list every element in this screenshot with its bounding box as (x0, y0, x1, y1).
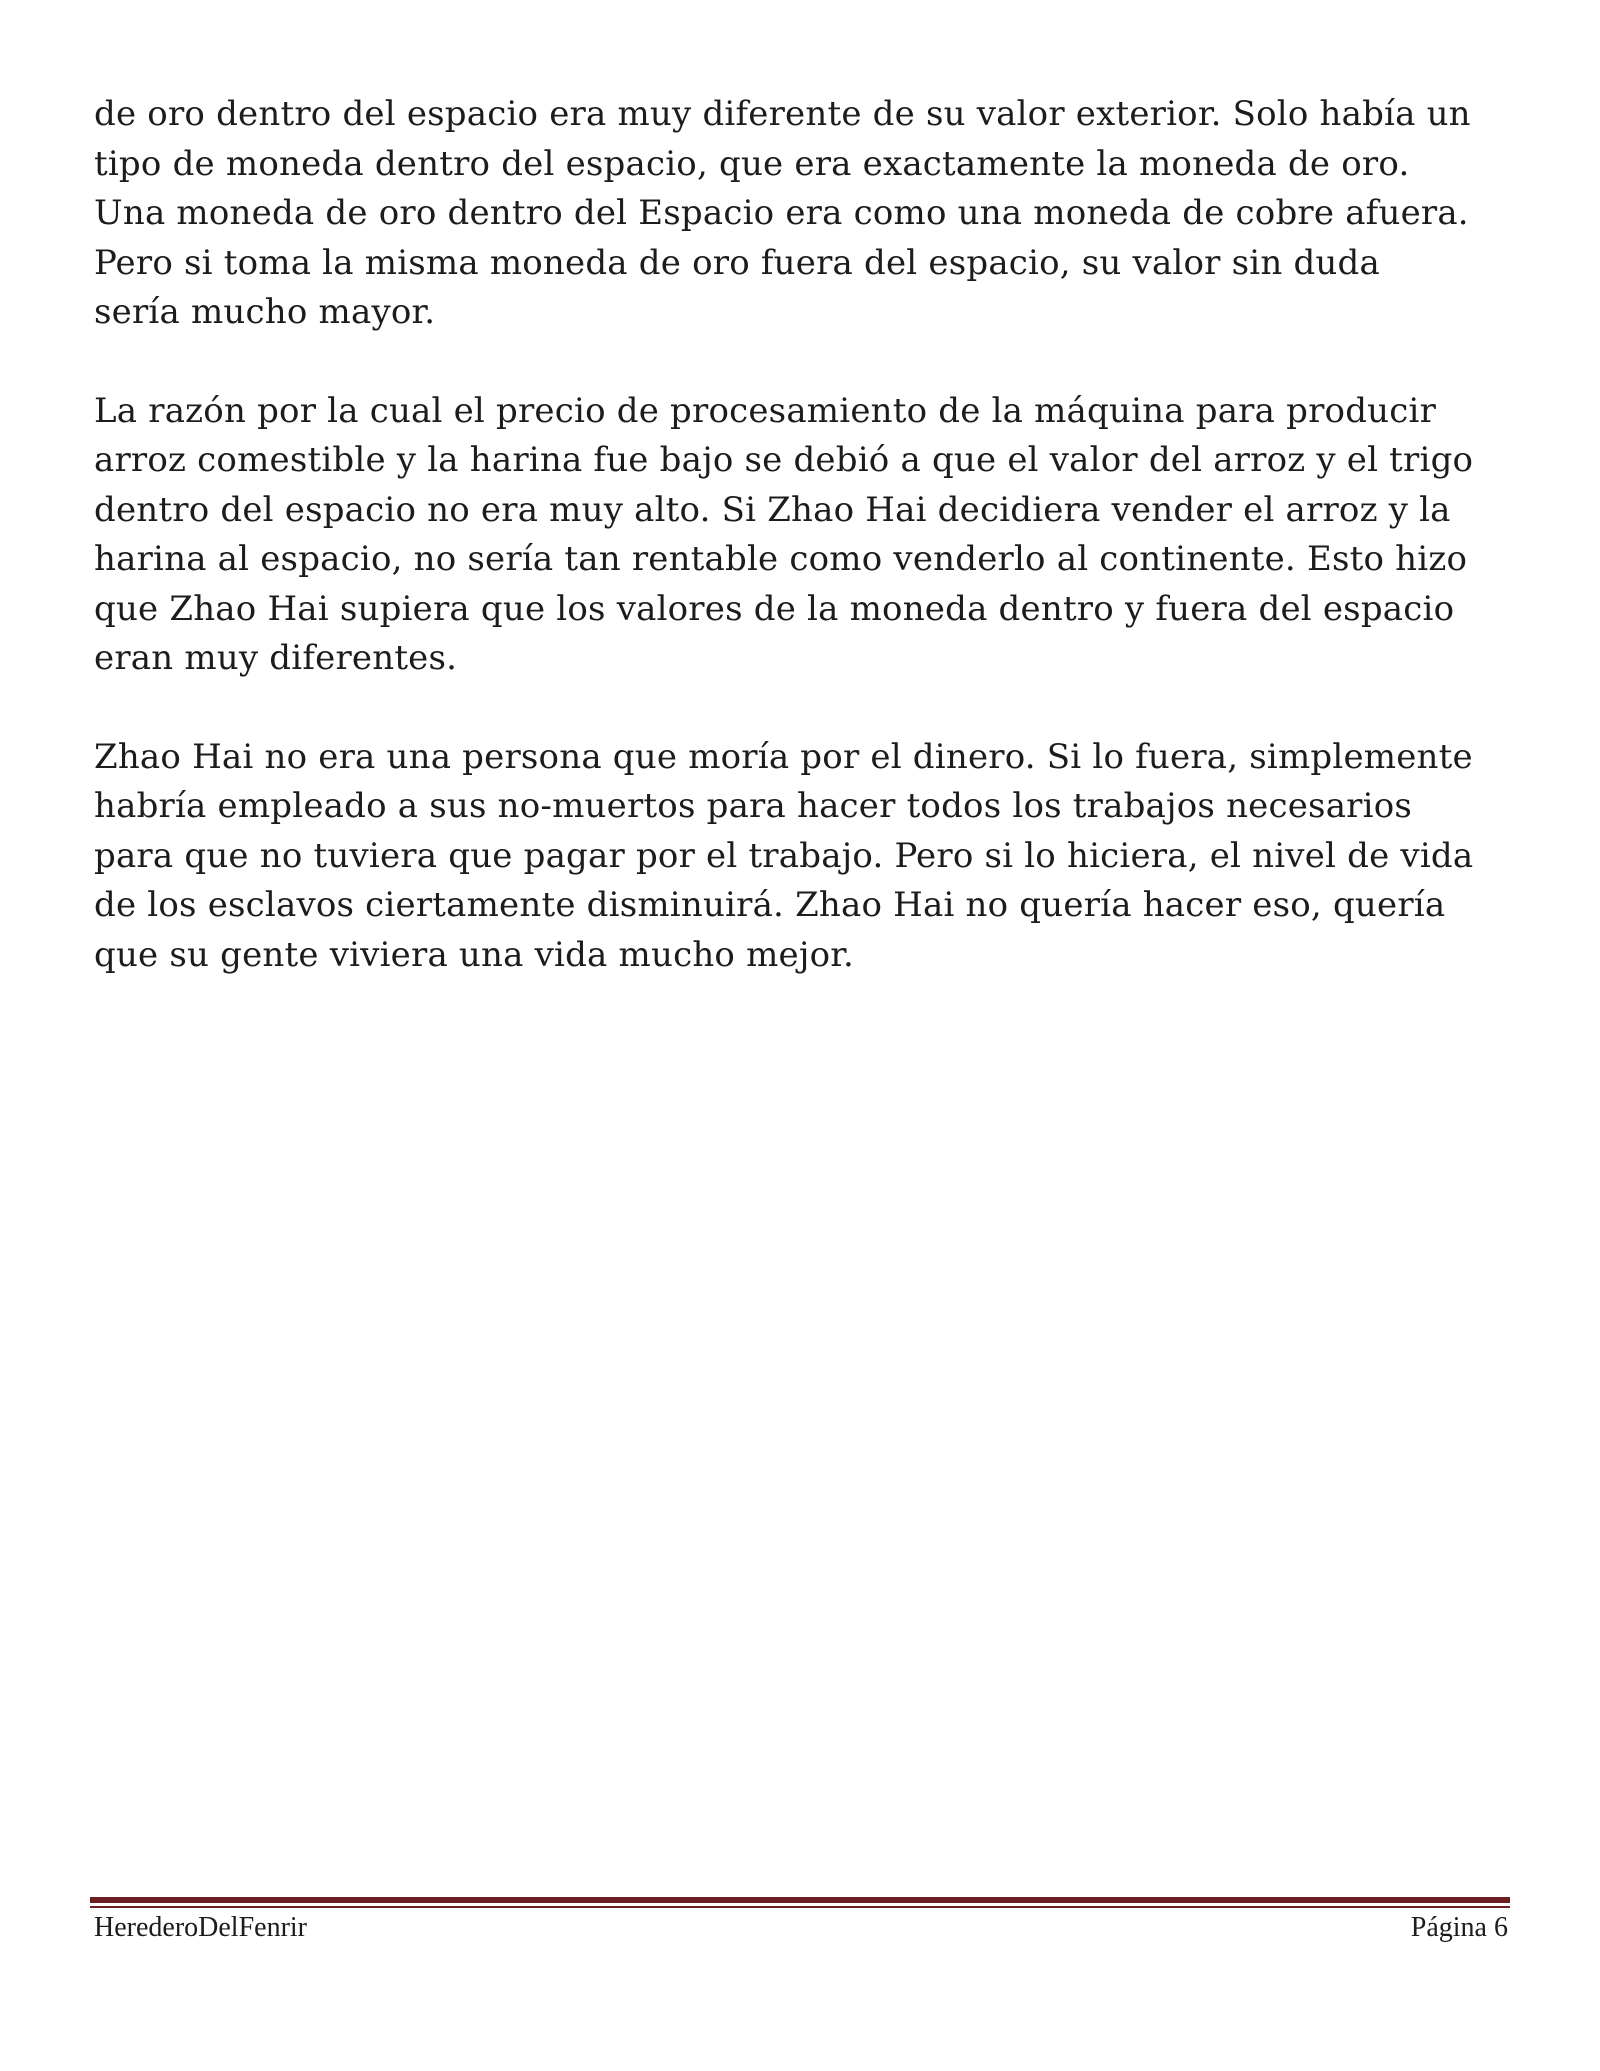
document-body (94, 90, 1514, 1029)
paragraph-1: de oro dentro del espacio era muy diferente de su valor exterior. Solo había un tipo de moneda dentro del espacio, que era exactamente la moneda de oro. Una moneda de oro dentro del Espacio era como una moneda de cobre afuera. Pero si toma la misma moneda de oro fuera del espacio, su valor sin duda sería mucho mayor. (94, 94, 1471, 332)
paragraph-2: La razón por la cual el precio de procesamiento de la máquina para producir arroz comestible y la harina fue bajo se debió a que el valor del arroz y el trigo dentro del espacio no era muy alto. Si Zhao Hai decidiera vender el arroz y la harina al espacio, no sería tan rentable como venderlo al continente. Esto hizo que Zhao Hai supiera que los valores de la moneda dentro y fuera del espacio eran muy diferentes. (94, 390, 1474, 678)
footer-divider (90, 1897, 1510, 1903)
paragraph-3: Zhao Hai no era una persona que moría por el dinero. Si lo fuera, simplemente habría empleado a sus no-muertos para hacer todos los trabajos necesarios para que no tuviera que pagar por el trabajo. Pero si lo hiciera, el nivel de vida de los esclavos ciertamente disminuirá. Zhao Hai no quería hacer eso, quería que su gente viviera una vida mucho mejor. (94, 736, 1474, 975)
footer-author: HerederoDelFenrir (94, 1912, 308, 1943)
footer-divider-thin (90, 1906, 1510, 1908)
footer-page-number: Página 6 (1410, 1912, 1508, 1943)
